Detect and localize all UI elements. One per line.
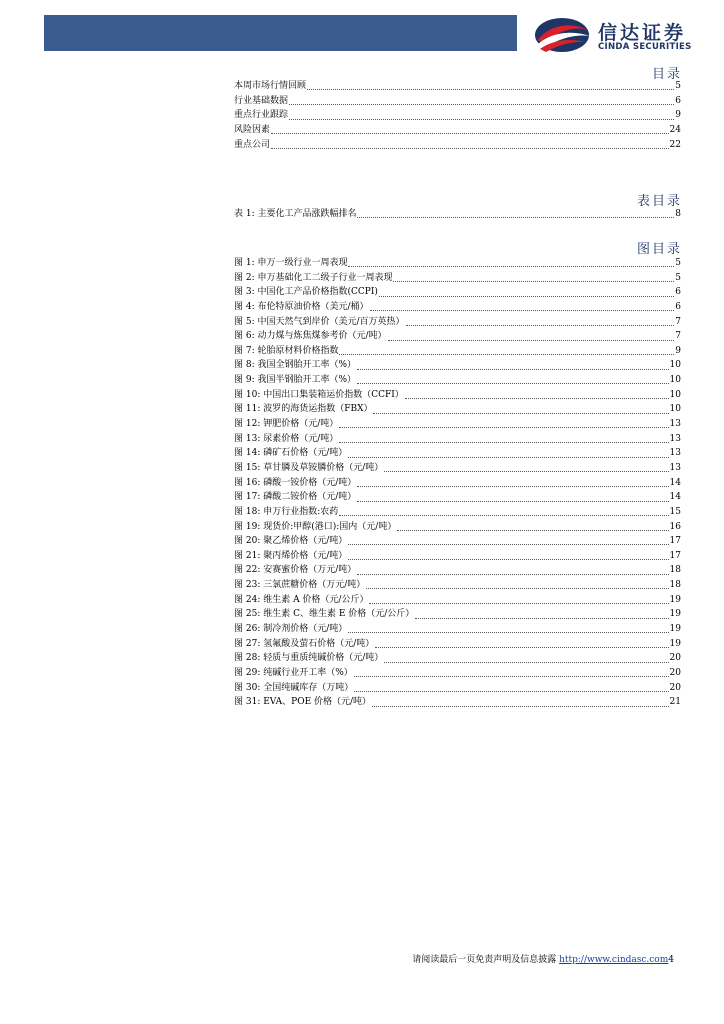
figure-entry[interactable] xyxy=(234,432,681,447)
dot-leader xyxy=(366,579,668,589)
dot-leader xyxy=(375,638,668,648)
figure-entry-page: 7 xyxy=(675,331,681,342)
dot-leader xyxy=(348,448,668,458)
figure-entry-label: 图 1: 申万一级行业一周表现 xyxy=(234,258,348,268)
dot-leader xyxy=(357,360,669,370)
figure-entry[interactable] xyxy=(234,358,681,373)
figure-entry-label: 图 18: 申万行业指数:农药 xyxy=(234,506,339,517)
figure-entry-label: 图 12: 钾肥价格（元/吨） xyxy=(234,419,339,430)
dot-leader xyxy=(393,272,674,282)
disclaimer-text: 请阅读最后一页免责声明及信息披露 xyxy=(412,955,560,965)
figure-entry[interactable] xyxy=(234,695,681,710)
toc-entry-page: 22 xyxy=(669,139,681,150)
logo-english-name: CINDA SECURITIES xyxy=(598,42,692,52)
figure-entry-label: 图 29: 纯碱行业开工率（%） xyxy=(234,667,353,678)
figure-entry[interactable] xyxy=(234,461,681,476)
cinda-logo-icon xyxy=(532,16,592,54)
figure-entry[interactable] xyxy=(234,520,681,535)
toc-entry[interactable] xyxy=(234,123,681,138)
dot-leader xyxy=(373,404,668,414)
figure-entry[interactable] xyxy=(234,446,681,461)
figure-entry-page: 13 xyxy=(669,462,681,473)
figure-entry-label: 图 26: 制冷剂价格（元/吨） xyxy=(234,624,348,635)
figure-entry-page: 13 xyxy=(669,433,681,444)
dot-leader xyxy=(339,345,674,355)
figure-entry-page: 20 xyxy=(669,682,681,693)
figure-entry-page: 20 xyxy=(669,653,681,664)
dot-leader xyxy=(271,124,669,134)
dot-leader xyxy=(357,492,668,502)
figure-entry-label: 图 3: 中国化工产品价格指数(CCPI) xyxy=(234,287,378,298)
figure-entry-page: 17 xyxy=(669,536,681,547)
dot-leader xyxy=(339,506,668,516)
figure-entry[interactable] xyxy=(234,534,681,549)
dot-leader xyxy=(271,139,669,149)
figure-entry[interactable] xyxy=(234,344,681,359)
figure-entry-page: 10 xyxy=(669,404,681,415)
dot-leader xyxy=(372,697,668,707)
table-entry[interactable] xyxy=(234,207,681,222)
tables-title: 表目录 xyxy=(636,194,682,209)
figure-entry[interactable] xyxy=(234,666,681,681)
toc-entry-label: 风险因素 xyxy=(234,124,271,135)
dot-leader xyxy=(289,95,674,105)
figure-entry-page: 16 xyxy=(669,521,681,532)
figure-entry-label: 图 27: 氢氟酸及萤石价格（元/吨） xyxy=(234,638,375,649)
toc-entry-page: 5 xyxy=(675,81,681,91)
figure-entry-label: 图 9: 我国半钢胎开工率（%） xyxy=(234,375,357,386)
dot-leader xyxy=(348,623,668,633)
figure-entry-label: 图 4: 布伦特原油价格（美元/桶） xyxy=(234,301,369,312)
toc-entry-label: 重点公司 xyxy=(234,139,271,150)
figure-entry[interactable] xyxy=(234,593,681,608)
figure-entry-page: 17 xyxy=(669,550,681,561)
figure-entry-label: 图 19: 现货价:甲醇(港口):国内（元/吨） xyxy=(234,521,397,532)
toc-entry[interactable] xyxy=(234,108,681,123)
toc-entry[interactable] xyxy=(234,79,681,94)
figure-entry-label: 图 31: EVA、POE 价格（元/吨） xyxy=(234,697,372,708)
dot-leader xyxy=(348,550,668,560)
figure-entry-page: 7 xyxy=(675,316,681,327)
figure-entry-label: 图 22: 安赛蜜价格（万元/吨） xyxy=(234,565,357,576)
figure-entry[interactable] xyxy=(234,622,681,637)
figure-entry-label: 图 25: 维生素 C、维生素 E 价格（元/公斤） xyxy=(234,609,415,620)
figure-entry[interactable] xyxy=(234,637,681,652)
dot-leader xyxy=(357,477,668,487)
figure-entry-label: 图 8: 我国全钢胎开工率（%） xyxy=(234,360,357,371)
dot-leader xyxy=(384,462,668,472)
figure-entry[interactable] xyxy=(234,505,681,520)
figure-entry-label: 图 10: 中国出口集装箱运价指数（CCFI） xyxy=(234,389,404,400)
figure-entry-label: 图 17: 磷酸二铵价格（元/吨） xyxy=(234,492,357,503)
dot-leader xyxy=(348,535,668,545)
figure-entry[interactable] xyxy=(234,681,681,696)
figure-entry-page: 10 xyxy=(669,389,681,400)
dot-leader xyxy=(384,653,668,663)
figure-entry[interactable] xyxy=(234,651,681,666)
dot-leader xyxy=(357,208,674,218)
contents-list xyxy=(234,79,681,152)
tables-list xyxy=(234,207,681,222)
figure-entry-label: 图 5: 中国天然气到岸价（美元/百万英热） xyxy=(234,316,405,327)
figure-entry[interactable] xyxy=(234,300,681,315)
toc-entry[interactable] xyxy=(234,138,681,153)
figure-entry[interactable] xyxy=(234,607,681,622)
figure-entry-page: 10 xyxy=(669,375,681,386)
dot-leader xyxy=(339,418,668,428)
figure-entry[interactable] xyxy=(234,271,681,286)
figure-entry-page: 5 xyxy=(675,258,681,268)
dot-leader xyxy=(405,389,669,399)
dot-leader xyxy=(406,316,675,326)
figure-entry[interactable] xyxy=(234,329,681,344)
dot-leader xyxy=(379,287,674,297)
toc-entry[interactable] xyxy=(234,94,681,109)
figure-entry-page: 13 xyxy=(669,419,681,430)
figure-entry-page: 18 xyxy=(669,565,681,576)
toc-entry-page: 9 xyxy=(675,110,681,121)
figure-entry-page: 6 xyxy=(675,287,681,298)
figure-entry-label: 图 20: 聚乙烯价格（元/吨） xyxy=(234,536,348,547)
dot-leader xyxy=(339,433,668,443)
figure-entry[interactable] xyxy=(234,315,681,330)
figure-entry[interactable] xyxy=(234,490,681,505)
figure-entry-label: 图 21: 聚丙烯价格（元/吨） xyxy=(234,550,348,561)
figure-entry-page: 20 xyxy=(669,667,681,678)
figure-entry-label: 图 23: 三氯蔗糖价格（万元/吨） xyxy=(234,580,366,591)
figure-entry-label: 图 11: 波罗的海货运指数（FBX） xyxy=(234,404,373,415)
figure-entry[interactable] xyxy=(234,417,681,432)
toc-entry-page: 24 xyxy=(669,124,681,135)
figure-entry[interactable] xyxy=(234,285,681,300)
figure-entry[interactable] xyxy=(234,388,681,403)
figure-entry-label: 图 16: 磷酸一铵价格（元/吨） xyxy=(234,477,357,488)
dot-leader xyxy=(357,374,669,384)
figure-entry-label: 图 6: 动力煤与炼焦煤参考价（元/吨） xyxy=(234,331,387,342)
toc-entry-page: 6 xyxy=(675,95,681,106)
dot-leader xyxy=(307,80,674,90)
figure-entry-page: 21 xyxy=(669,697,681,708)
figure-entry-label: 图 15: 草甘膦及草铵膦价格（元/吨） xyxy=(234,462,384,473)
figure-entry-page: 15 xyxy=(669,506,681,517)
figure-entry-label: 图 2: 申万基础化工二级子行业一周表现 xyxy=(234,272,393,283)
figure-entry-page: 14 xyxy=(669,492,681,503)
figure-entry-label: 图 28: 轻质与重质纯碱价格（元/吨） xyxy=(234,653,384,664)
dot-leader xyxy=(397,521,668,531)
dot-leader xyxy=(354,682,668,692)
dot-leader xyxy=(369,594,668,604)
figure-entry-page: 10 xyxy=(669,360,681,371)
company-logo xyxy=(532,16,712,54)
figure-entry-page: 19 xyxy=(669,624,681,635)
figure-entry-label: 图 14: 磷矿石价格（元/吨） xyxy=(234,448,348,459)
figure-entry-page: 19 xyxy=(669,638,681,649)
website-link[interactable]: http://www.cindasc.com xyxy=(559,955,669,965)
logo-chinese-name: 信达证券 xyxy=(598,22,687,44)
contents-title: 目录 xyxy=(651,67,682,82)
figure-entry[interactable] xyxy=(234,402,681,417)
figure-entry-label: 图 7: 轮胎原材料价格指数 xyxy=(234,345,339,356)
figure-entry[interactable] xyxy=(234,476,681,491)
figure-entry-label: 图 13: 尿素价格（元/吨） xyxy=(234,433,339,444)
table-entry-page: 8 xyxy=(675,209,681,219)
toc-entry-label: 行业基础数据 xyxy=(234,95,289,106)
figure-entry-page: 5 xyxy=(675,272,681,283)
page-number: 4 xyxy=(668,955,674,965)
header-band xyxy=(44,15,517,51)
page-footer xyxy=(412,952,674,965)
dot-leader xyxy=(348,257,674,267)
toc-entry-label: 本周市场行情回顾 xyxy=(234,81,307,91)
figure-entry-label: 图 30: 全国纯碱库存（万吨） xyxy=(234,682,354,693)
figure-entry-page: 9 xyxy=(675,345,681,356)
dot-leader xyxy=(354,667,669,677)
figures-list xyxy=(234,256,681,710)
dot-leader xyxy=(370,301,675,311)
figure-entry-page: 19 xyxy=(669,594,681,605)
figure-entry-page: 14 xyxy=(669,477,681,488)
figure-entry[interactable] xyxy=(234,549,681,564)
toc-entry-label: 重点行业跟踪 xyxy=(234,110,289,121)
figure-entry-page: 13 xyxy=(669,448,681,459)
figure-entry-page: 18 xyxy=(669,580,681,591)
figure-entry[interactable] xyxy=(234,256,681,271)
figure-entry[interactable] xyxy=(234,563,681,578)
figure-entry-page: 6 xyxy=(675,301,681,312)
table-entry-label: 表 1: 主要化工产品涨跌幅排名 xyxy=(234,209,357,219)
dot-leader xyxy=(357,565,668,575)
figures-title: 图目录 xyxy=(636,242,682,257)
dot-leader xyxy=(388,331,675,341)
figure-entry[interactable] xyxy=(234,373,681,388)
figure-entry[interactable] xyxy=(234,578,681,593)
figure-entry-page: 19 xyxy=(669,609,681,620)
dot-leader xyxy=(289,110,674,120)
dot-leader xyxy=(415,609,668,619)
figure-entry-label: 图 24: 维生素 A 价格（元/公斤） xyxy=(234,594,369,605)
